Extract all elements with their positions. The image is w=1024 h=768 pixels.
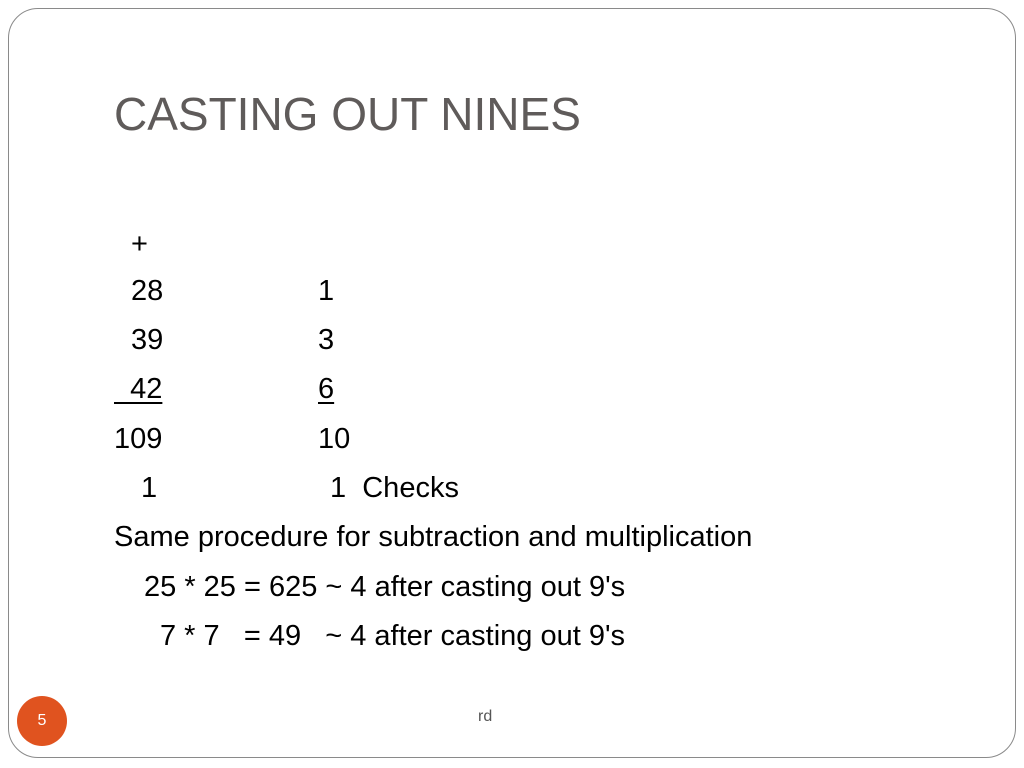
sum-total: 109 (114, 423, 163, 455)
body-text-example-2: 7 * 7 = 49 ~ 4 after casting out 9's (160, 620, 625, 652)
slide-title: CASTING OUT NINES (114, 88, 581, 140)
plus-sign: + (131, 228, 148, 260)
page-number: 5 (37, 712, 47, 729)
check-result: 1 Checks (330, 472, 459, 504)
sum-reduced: 1 (141, 472, 158, 504)
page-number-badge (17, 696, 67, 746)
digit-sum-3: 6 (318, 373, 335, 405)
addend-1: 28 (131, 275, 164, 307)
addend-3: 42 (114, 373, 163, 405)
digit-sum-2: 3 (318, 324, 335, 356)
body-text-example-1: 25 * 25 = 625 ~ 4 after casting out 9's (144, 571, 626, 603)
addend-2: 39 (131, 324, 164, 356)
digit-sum-1: 1 (318, 275, 335, 307)
body-text-procedure: Same procedure for subtraction and multiplication (114, 521, 753, 553)
footer-text: rd (478, 708, 493, 725)
digit-sum-total: 10 (318, 423, 351, 455)
